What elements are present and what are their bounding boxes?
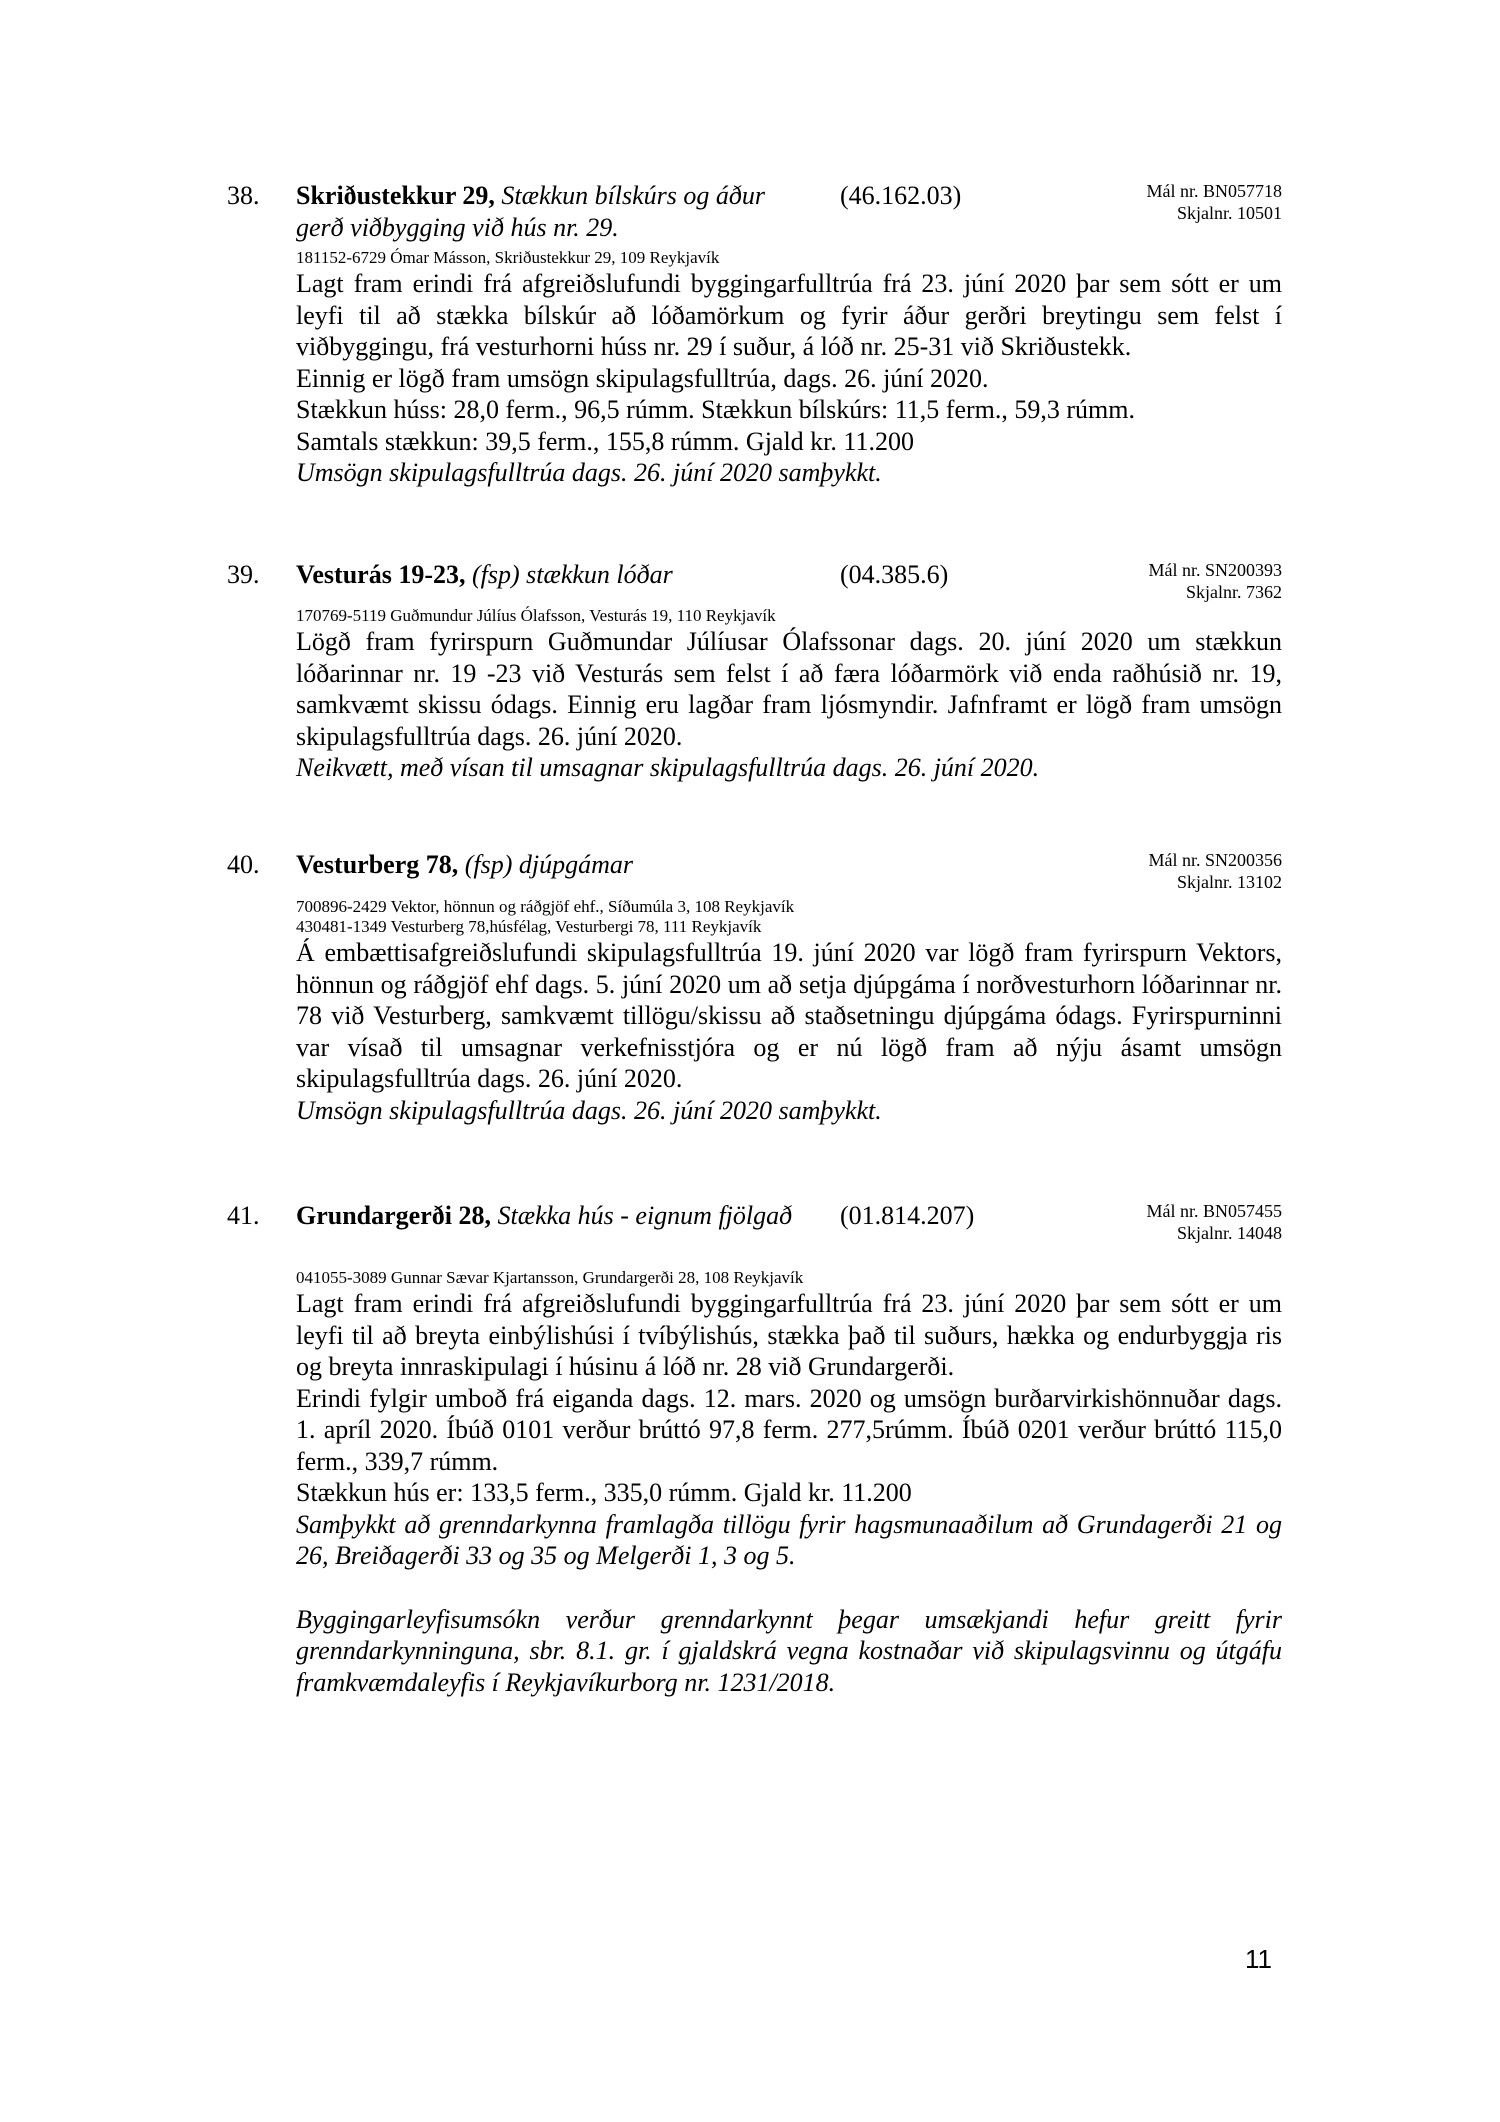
case-references (1146, 1200, 1282, 1244)
decision-text: Samþykkt að grenndarkynna framlagða tillögu fyrir hagsmunaaðilum að Grundagerði 21 og 26, Breiðagerði 33 og 35 og Melgerði 1, 3 og 5. (296, 1509, 1282, 1570)
case-number: Mál nr. BN057718 (1146, 181, 1282, 201)
item-body (296, 268, 1282, 489)
lot-number: (46.162.03) (840, 181, 962, 210)
item-description: Stækkun bílskúrs og áður gerð viðbygging við hús nr. 29. (296, 181, 766, 242)
item-description: (fsp) djúpgámar (464, 850, 634, 879)
case-references (1148, 559, 1282, 603)
case-number: Mál nr. SN200393 (1148, 560, 1282, 580)
body-paragraph: Lagt fram erindi frá afgreiðslufundi byggingarfulltrúa frá 23. júní 2020 þar sem sótt er um leyfi til að breyta einbýlishúsi í tvíbýlishús, stækka það til suðurs, hækka og endurbyggja ris og breyta innraskipulagi í húsinu á lóð nr. 28 við Grundargerði. (296, 1289, 1282, 1381)
body-paragraph: Stækkun hús er: 133,5 ferm., 335,0 rúmm. Gjald kr. 11.200 (296, 1478, 912, 1507)
body-paragraph: Lagt fram erindi frá afgreiðslufundi byggingarfulltrúa frá 23. júní 2020 þar sem sótt er um leyfi til að stækka bílskúr að lóðamörkum og fyrir áður gerðri breytingu sem felst í viðbyggingu, frá vesturhorni húss nr. 29 í suður, á lóð nr. 25-31 við Skriðustekk. (296, 269, 1282, 361)
item-body (296, 1288, 1282, 1698)
body-paragraph: Erindi fylgir umboð frá eiganda dags. 12. mars. 2020 og umsögn burðarvirkishönnuðar dags. 1. apríl 2020. Íbúð 0101 verður brúttó 97,8 ferm. 277,5rúmm. Íbúð 0201 verður brúttó 115,0 ferm., 339,7 rúmm. (296, 1383, 1282, 1476)
item-description: (fsp) stækkun lóðar (471, 560, 673, 589)
item-number: 39. (227, 560, 260, 589)
item-heading (296, 1200, 796, 1232)
owner-line: 181152-6729 Ómar Másson, Skriðustekkur 29, 109 Reykjavík (296, 248, 720, 267)
decision-text: Umsögn skipulagsfulltrúa dags. 26. júní 2020 samþykkt. (296, 458, 882, 487)
item-number: 40. (227, 850, 260, 879)
item-address: Vesturberg 78, (296, 850, 459, 879)
item-heading (296, 180, 816, 244)
owners-list (296, 897, 794, 937)
decision-text: Umsögn skipulagsfulltrúa dags. 26. júní 2020 samþykkt. (296, 1095, 882, 1125)
page-number: 11 (1245, 1944, 1272, 1974)
decision-text: Byggingarleyfisumsókn verður grenndarkynnt þegar umsækjandi hefur greitt fyrir grenndarkynninguna, sbr. 8.1. gr. í gjaldskrá vegna kostnaðar við skipulagsvinnu og útgáfu framkvæmdaleyfis í Reykjavíkurborg nr. 1231/2018. (296, 1604, 1282, 1697)
owner-line: 430481-1349 Vesturberg 78,húsfélag, Vesturbergi 78, 111 Reykjavík (296, 917, 762, 936)
body-paragraph: Stækkun húss: 28,0 ferm., 96,5 rúmm. Stækkun bílskúrs: 11,5 ferm., 59,3 rúmm. (296, 395, 1135, 424)
owner-line: 041055-3089 Gunnar Sævar Kjartansson, Grundargerði 28, 108 Reykjavík (296, 1268, 804, 1287)
item-heading (296, 849, 846, 881)
case-number: Mál nr. BN057455 (1146, 1201, 1282, 1221)
owner-line: 700896-2429 Vektor, hönnun og ráðgjöf ehf., Síðumúla 3, 108 Reykjavík (296, 897, 795, 916)
owners-list (296, 606, 776, 626)
decision-text: Neikvætt, með vísan til umsagnar skipulagsfulltrúa dags. 26. júní 2020. (296, 753, 1040, 782)
owner-line: 170769-5119 Guðmundur Júlíus Ólafsson, Vesturás 19, 110 Reykjavík (296, 606, 776, 625)
body-paragraph: Á embættisafgreiðslufundi skipulagsfulltrúa 19. júní 2020 var lögð fram fyrirspurn Vektors, hönnun og ráðgjöf ehf dags. 5. júní 2020 um að setja djúpgáma í norðvesturhorn lóðarinnar nr. 78 við Vesturberg, samkvæmt tillögu/skissu að staðsetningu djúpgáma ódags. Fyrirspurninni var vísað til umsagnar verkefnisstjóra og er nú lögð fram að nýju ásamt umsögn skipulagsfulltrúa dags. 26. júní 2020. (296, 938, 1282, 1093)
item-address: Skriðustekkur 29, (296, 181, 495, 210)
body-paragraph: Lögð fram fyrirspurn Guðmundar Júlíusar Ólafssonar dags. 20. júní 2020 um stækkun lóðarinnar nr. 19 -23 við Vesturás sem felst í að færa lóðarmörk við enda raðhúsið nr. 19, samkvæmt skissu ódags. Einnig eru lagðar fram ljósmyndir. Jafnframt er lögð fram umsögn skipulagsfulltrúa dags. 26. júní 2020. (296, 627, 1282, 751)
document-number: Skjalnr. 14048 (1176, 1223, 1282, 1243)
item-body (296, 626, 1282, 784)
lot-number: (01.814.207) (840, 1201, 975, 1230)
paragraph-gap (296, 1572, 1282, 1604)
owners-list (296, 248, 719, 268)
item-body (296, 937, 1282, 1126)
item-description: Stækka hús - eignum fjölgað (497, 1201, 793, 1230)
lot-number: (04.385.6) (840, 560, 949, 589)
document-number: Skjalnr. 7362 (1185, 582, 1282, 602)
item-number: 41. (227, 1201, 260, 1230)
case-number: Mál nr. SN200356 (1148, 850, 1282, 870)
document-number: Skjalnr. 10501 (1176, 203, 1282, 223)
document-number: Skjalnr. 13102 (1176, 872, 1282, 892)
item-heading (296, 559, 846, 591)
body-paragraph: Einnig er lögð fram umsögn skipulagsfulltrúa, dags. 26. júní 2020. (296, 363, 989, 393)
item-address: Grundargerði 28, (296, 1201, 491, 1230)
owners-list (296, 1268, 803, 1288)
item-number: 38. (227, 181, 260, 210)
case-references (1146, 180, 1282, 224)
item-address: Vesturás 19-23, (296, 560, 466, 589)
body-paragraph: Samtals stækkun: 39,5 ferm., 155,8 rúmm. Gjald kr. 11.200 (296, 426, 914, 456)
case-references (1148, 849, 1282, 893)
